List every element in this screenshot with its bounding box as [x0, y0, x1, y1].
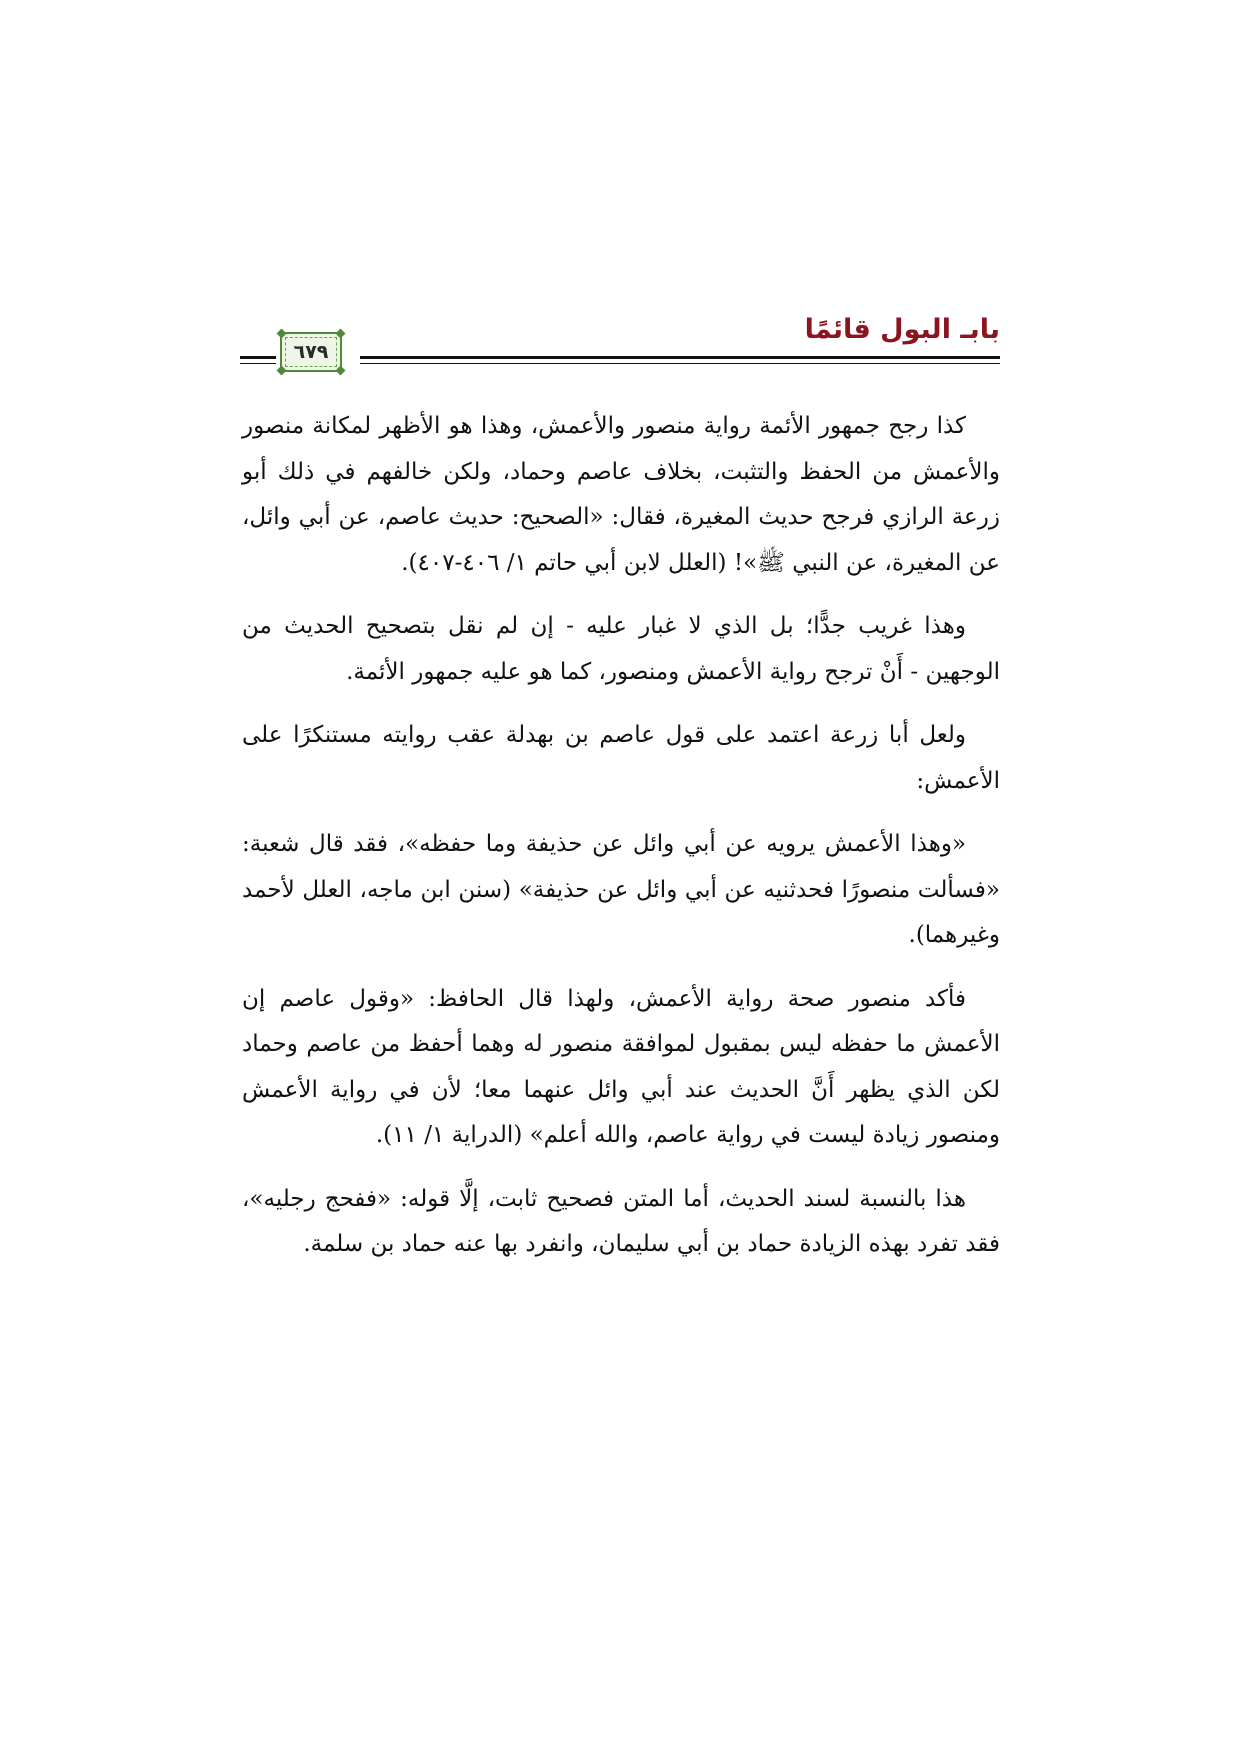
paragraph: هذا بالنسبة لسند الحديث، أما المتن فصحيح ثابت، إلَّا قوله: «ففحج رجليه»، فقد تفرد بهذه الزيادة حماد بن أبي سليمان، وانفرد بها عنه حماد بن سلمة.: [242, 1185, 1000, 1257]
ornament-corner-icon: [336, 366, 346, 376]
page-number-badge: [280, 332, 342, 372]
paragraph: ولعل أبا زرعة اعتمد على قول عاصم بن بهدلة عقب روايته مستنكرًا على الأعمش:: [242, 722, 1000, 794]
paragraph: وهذا غريب جدًّا؛ بل الذي لا غبار عليه - إن لم نقل بتصحيح الحديث من الوجهين - أَنْ ترجح رواية الأعمش ومنصور، كما هو عليه جمهور الأئمة.: [242, 613, 1000, 685]
paragraph: «وهذا الأعمش يرويه عن أبي وائل عن حذيفة وما حفظه»، فقد قال شعبة: «فسألت منصورًا فحدثنيه عن أبي وائل عن حذيفة» (سنن ابن ماجه، العلل لأحمد وغيرهما).: [242, 831, 1000, 948]
ornament-corner-icon: [277, 366, 287, 376]
page-header: [240, 310, 1000, 385]
header-rule-right-top: [360, 356, 1000, 359]
paragraph: فأكد منصور صحة رواية الأعمش، ولهذا قال الحافظ: «وقول عاصم إن الأعمش ما حفظه ليس بمقبول لموافقة منصور له وهما أحفظ من عاصم وحماد لكن الذي يظهر أَنَّ الحديث عند أبي وائل عنهما معا؛ لأن في رواية الأعمش ومنصور زيادة ليست في رواية عاصم، والله أعلم» (الدراية ١/ ١١).: [242, 985, 1000, 1148]
header-rule-left-top: [240, 356, 276, 359]
body-text: [242, 404, 1000, 1286]
ornament-corner-icon: [277, 329, 287, 339]
page-number: ٦٧٩: [293, 341, 329, 363]
header-rule-right-bottom: [360, 363, 1000, 364]
ornament-corner-icon: [336, 329, 346, 339]
paragraph: كذا رجح جمهور الأئمة رواية منصور والأعمش، وهذا هو الأظهر لمكانة منصور والأعمش من الحفظ والتثبت، بخلاف عاصم وحماد، ولكن خالفهم في ذلك أبو زرعة الرازي فرجح حديث المغيرة، فقال: «الصحيح: حديث عاصم، عن أبي وائل، عن المغيرة، عن النبي ﷺ»! (العلل لابن أبي حاتم ١/ ٤٠٦-٤٠٧).: [242, 413, 1000, 576]
header-rule-left-bottom: [240, 363, 276, 364]
chapter-title: بابـ البول قائمًا: [804, 314, 1000, 345]
